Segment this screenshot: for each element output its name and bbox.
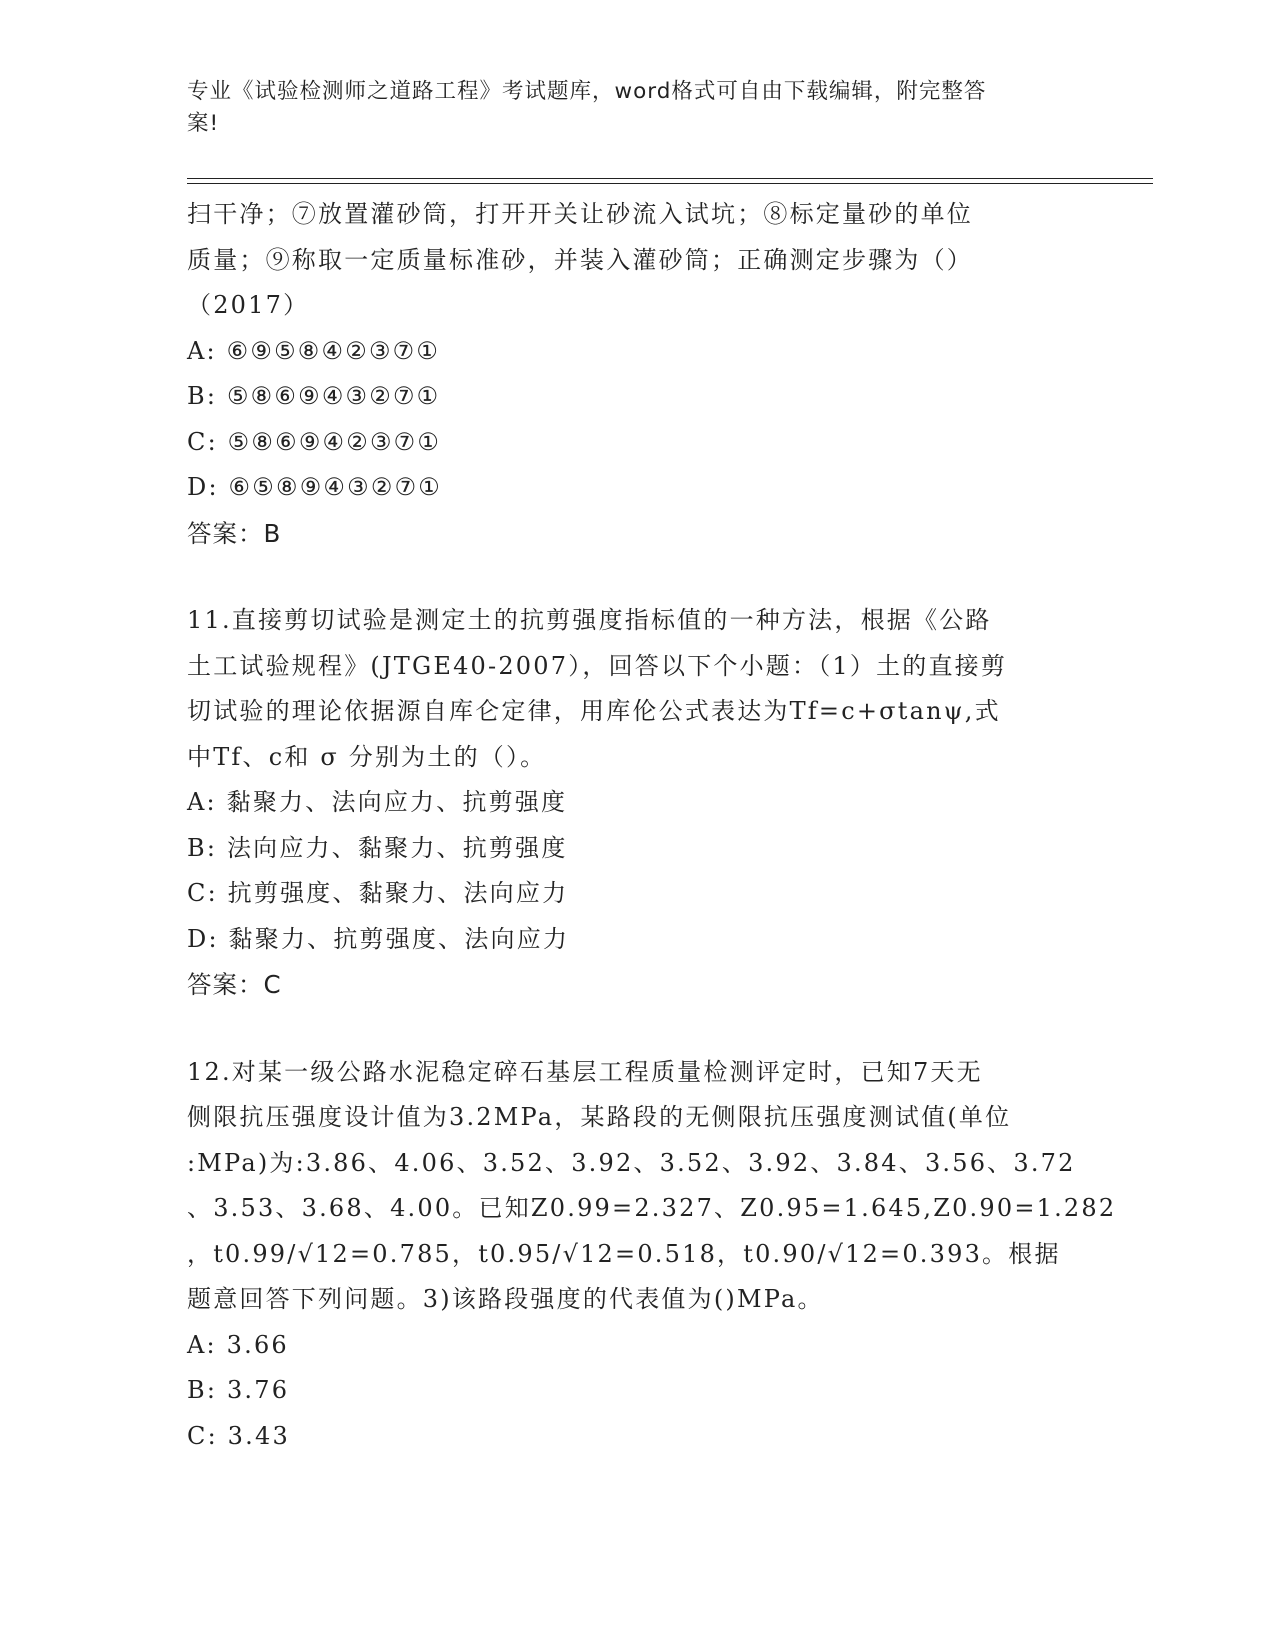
header-rule-top bbox=[187, 178, 1153, 179]
question-11-option-c: C: 抗剪强度、黏聚力、法向应力 bbox=[187, 879, 569, 907]
question-12 bbox=[187, 1050, 1117, 1460]
header-line-1: 专业《试验检测师之道路工程》考试题库，word格式可自由下载编辑，附完整答 bbox=[187, 79, 987, 104]
page-header bbox=[187, 76, 1067, 140]
question-12-line-2: 侧限抗压强度设计值为3.2MPa，某路段的无侧限抗压强度测试值(单位 bbox=[187, 1103, 1012, 1131]
question-10-line-1: 扫干净；⑦放置灌砂筒，打开开关让砂流入试坑；⑧标定量砂的单位 bbox=[187, 200, 973, 228]
question-10-line-2: 质量；⑨称取一定质量标准砂，并装入灌砂筒；正确测定步骤为（） bbox=[187, 245, 973, 274]
header-rule-bottom bbox=[187, 183, 1153, 184]
question-10-option-b: B: ⑤⑧⑥⑨④③②⑦① bbox=[187, 382, 441, 410]
question-10 bbox=[187, 192, 1087, 556]
question-10-option-d: D: ⑥⑤⑧⑨④③②⑦① bbox=[187, 473, 442, 501]
question-12-line-5: ，t0.99/√12=0.785，t0.95/√12=0.518，t0.90/√12=0.393。根据 bbox=[187, 1239, 1061, 1268]
question-11-line-2: 土工试验规程》(JTGE40-2007），回答以下个小题：（1）土的直接剪 bbox=[187, 651, 1008, 680]
spacer bbox=[187, 1008, 1087, 1050]
question-12-line-3: :MPa)为:3.86、4.06、3.52、3.92、3.52、3.92、3.84、3.56、3.72 bbox=[187, 1148, 1076, 1177]
question-11 bbox=[187, 598, 1087, 1008]
question-12-line-6: 题意回答下列问题。3)该路段强度的代表值为()MPa。 bbox=[187, 1285, 824, 1313]
question-11-option-a: A: 黏聚力、法向应力、抗剪强度 bbox=[187, 788, 568, 816]
question-12-line-4: 、3.53、3.68、4.00。已知Z0.99=2.327、Z0.95=1.645,Z0.90=1.282 bbox=[187, 1194, 1117, 1222]
question-11-answer: 答案：C bbox=[187, 970, 282, 999]
question-12-option-c: C: 3.43 bbox=[187, 1421, 290, 1450]
question-10-line-3: （2017） bbox=[187, 291, 310, 319]
question-12-option-b: B: 3.76 bbox=[187, 1376, 290, 1404]
question-11-line-3: 切试验的理论依据源自库仑定律，用库伦公式表达为Tf=c+σtanψ,式 bbox=[187, 697, 1001, 725]
question-12-line-1: 12.对某一级公路水泥稳定碎石基层工程质量检测评定时，已知7天无 bbox=[187, 1057, 983, 1086]
question-11-option-d: D: 黏聚力、抗剪强度、法向应力 bbox=[187, 924, 570, 953]
question-11-line-1: 11.直接剪切试验是测定土的抗剪强度指标值的一种方法，根据《公路 bbox=[187, 606, 992, 634]
question-10-option-c: C: ⑤⑧⑥⑨④②③⑦① bbox=[187, 427, 442, 456]
question-10-answer: 答案：B bbox=[187, 518, 282, 548]
question-10-option-a: A: ⑥⑨⑤⑧④②③⑦① bbox=[187, 336, 441, 365]
spacer bbox=[187, 556, 1087, 598]
question-11-line-4: 中Tf、c和 σ 分别为土的（）。 bbox=[187, 742, 547, 771]
question-11-option-b: B: 法向应力、黏聚力、抗剪强度 bbox=[187, 833, 568, 862]
question-12-option-a: A: 3.66 bbox=[187, 1330, 289, 1359]
header-line-2: 案! bbox=[187, 111, 220, 136]
document-body bbox=[187, 192, 1117, 1459]
